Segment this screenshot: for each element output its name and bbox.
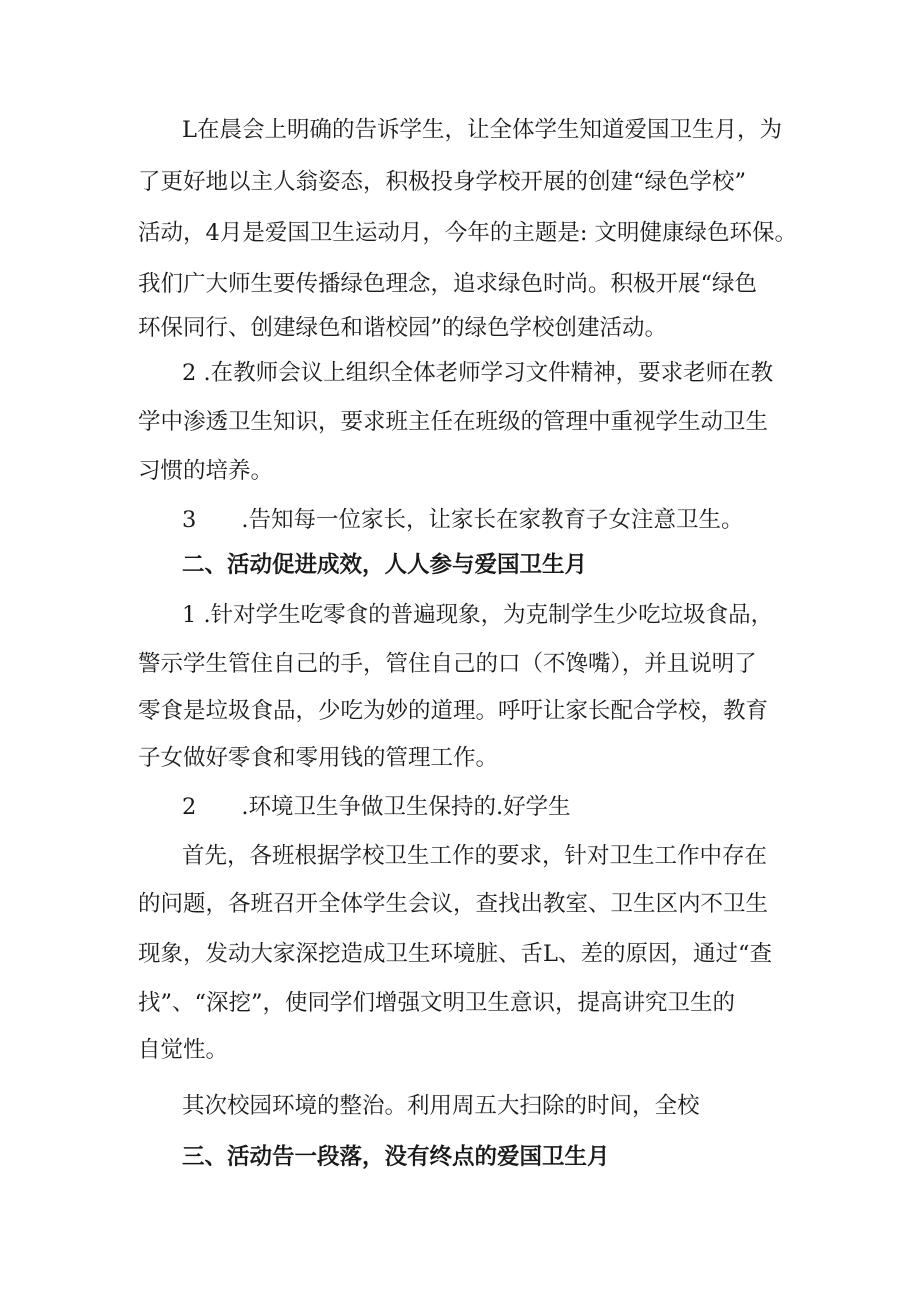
paragraph-line: 环保同行、创建绿色和谐校园”的绿色学校创建活动。: [138, 315, 668, 341]
paragraph-line: 现象，发动大家深挖造成卫生环境脏、舌L、差的原因，通过“查: [138, 941, 772, 967]
paragraph-line: 2 .在教师会议上组织全体老师学习文件精神，要求老师在教: [182, 360, 774, 386]
paragraph-line: 学中渗透卫生知识，要求班主任在班级的管理中重视学生动卫生: [138, 409, 769, 435]
paragraph-line: 其次校园环境的整治。利用周五大扫除的时间，全校: [182, 1093, 700, 1119]
paragraph-line: 自觉性。: [138, 1037, 229, 1063]
paragraph-line: 警示学生管住自己的手，管住自己的口（不馋嘴），并且说明了: [138, 651, 757, 677]
paragraph-line: 活动，4月是爱国卫生运动月，今年的主题是: 文明健康绿色环保。: [138, 220, 798, 246]
paragraph-line: 2 .环境卫生争做卫生保持的.好学生: [182, 794, 571, 820]
section-heading: 二、活动促进成效，人人参与爱国卫生月: [182, 552, 588, 578]
paragraph-line: 我们广大师生要传播绿色理念，追求绿色时尚。积极开展“绿色: [138, 271, 758, 297]
paragraph-line: 找”、“深挖”，使同学们增强文明卫生意识，提高讲究卫生的: [138, 990, 736, 1016]
paragraph-line: 的问题，各班召开全体学生会议，查找出教室、卫生区内不卫生: [138, 891, 769, 917]
section-heading: 三、活动告一段落，没有终点的爱国卫生月: [182, 1144, 610, 1170]
paragraph-line: 首先，各班根据学校卫生工作的要求，针对卫生工作中存在: [182, 843, 768, 869]
paragraph-line: 子女做好零食和零用钱的管理工作。: [138, 745, 499, 771]
paragraph-line: 1 .针对学生吃零食的普遍现象，为克制学生少吃垃圾食品，: [182, 602, 774, 628]
paragraph-line: 习惯的培养。: [138, 458, 274, 484]
paragraph-line: 零食是垃圾食品，少吃为妙的道理。呼吁让家长配合学校，教育: [138, 698, 769, 724]
paragraph-line: 3 .告知每一位家长，让家长在家教育子女注意卫生。: [182, 507, 744, 533]
paragraph-line: 了更好地以主人翁姿态，积极投身学校开展的创建“绿色学校”: [138, 169, 747, 195]
paragraph-line: L在晨会上明确的告诉学生，让全体学生知道爱国卫生月，为: [182, 117, 782, 143]
